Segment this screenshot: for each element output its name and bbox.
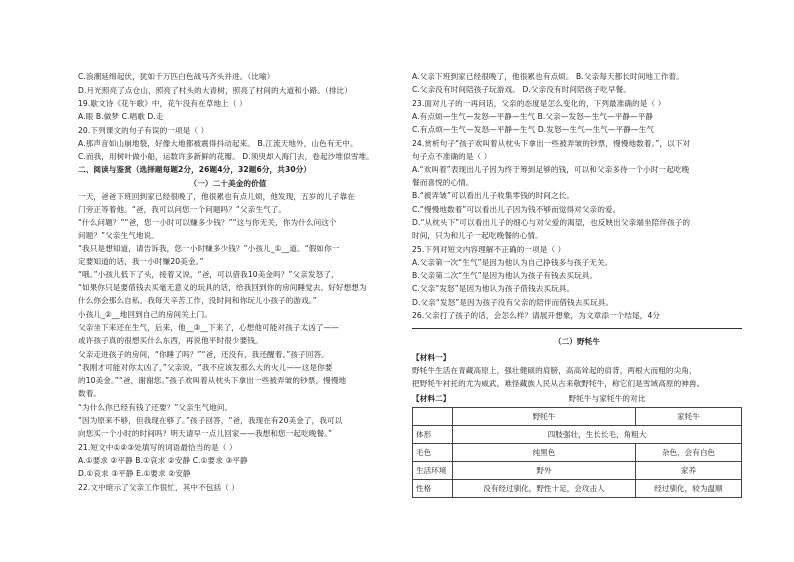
question-25: 25.下列对短文内容理解不正确的一项是（ ） [412,245,566,254]
passage-line: 的10美金。”“爸，谢谢您。”孩子欢叫着从枕头下拿出一些被弄皱的钞票，慢慢地 [78,376,347,385]
passage-line: 向您买一个小时的时间吗？明天请早一点儿回家——我想和您一起吃晚餐。” [78,429,333,438]
table-row [413,462,742,480]
table-row-label: 体形 [413,426,453,444]
passage-line: “如果你只是要借钱去买毫无意义的玩具的话，给我回到你的房间睡觉去。好好想想为 [78,283,367,292]
table-header-cell: 家牦牛 [635,408,741,426]
question-25-option-c: C.父亲“发怒”是因为他认为孩子借钱去买玩具。 [412,284,575,293]
table-header-cell [413,408,453,426]
material-one-label: 【材料一】 [412,353,451,362]
passage-line: 什么你会那么自私。我每天辛苦工作，没时间和你玩儿小孩子的游戏。” [78,296,317,305]
passage-line: “哦。”小孩儿低下了头，接着又说，“爸，可以借我10美金吗？”父亲发怒了， [78,270,339,279]
passage-line: 问题？”父亲生气地说。 [78,231,159,240]
question-23-options-ab: A.有点烦—生气—发怒—平静—生气 B.父亲—发怒—生气—平静—平静 [412,112,654,121]
passage-line: 小孩儿_②__地回到自己的房间关上门。 [78,310,213,319]
text-line: C.浪潮延绵起伏，犹如千万匹白色战马齐头并进。（比喻） [78,72,275,81]
table-cell: 家养 [635,462,741,480]
table-cell: 没有经过驯化，野性十足，会攻击人 [453,480,636,498]
material-two-label: 【材料二】 [412,394,451,403]
question-21-options: A.①要求 ②平静 B.①哀求 ②安静 C.①要求 ③平静 [78,456,248,465]
table-cell: 野外 [453,462,636,480]
material-one-line: 野牦牛生活在青藏高原上，强壮健硕的肩膀，高高耸起的肩背，两根大而粗的尖角， [412,366,697,375]
answer-line [412,328,742,329]
table-row [413,480,742,498]
question-23-options-cd: C.有点烦—生气—发怒—平静—生气 D.发怒—生气—生气—平静—生气 [412,125,655,134]
passage-line: 父亲走进孩子的房间，“你睡了吗？”“爸，还没有，我还醒着。”孩子回答。 [78,350,329,359]
question-21-options: D.①哀求 ③平静 E.①要求 ②安静 [78,469,191,478]
table-header-cell: 野牦牛 [453,408,636,426]
question-24-option-a: A.“欢叫着”表现出儿子因为终于筹到足够的钱，可以和父亲多待一个小时一起吃晚 [412,165,690,174]
table-cell: 四肢强壮，生长长毛，角粗大 [453,426,742,444]
question-22-options-ab: A.父亲下班到家已经很晚了，他很累也有点烦。 B.父亲每天都长时间地工作着。 [412,72,684,81]
question-20: 20.下列课文的句子有误的一项是（ ） [78,126,209,135]
passage-line: 定要知道的话，我一小时赚20美金。” [78,257,204,266]
question-23: 23.面对儿子的一再问话，父亲的态度是怎么变化的，下列最准确的是（ ） [412,99,666,108]
table-cell: 纯黑色 [453,444,636,462]
table-row [413,444,742,462]
passage-line: 父亲坐下来还在生气，后来，他__③__下来了，心想他可能对孩子太凶了—— [78,323,339,332]
question-26: 26.父亲打了孩子的话，会怎么样？请展开想象，为文章添一个结尾，4分 [412,311,661,320]
passage-line: 门旁正等着他。“爸，我可以问您一个问题吗？”父亲生气了。 [78,205,287,214]
question-20-options-cd: C.而我，用树叶做小船，运数许多新鲜的花瓣。 D.须臾却入海门去，卷起沙堆似雪堆。 [78,152,374,161]
comparison-table [412,407,742,498]
question-25-option-b: B.父亲第二次“生气”是因为他认为孩子有钱去买玩具。 [412,271,598,280]
question-24: 24.赏析句子“孩子欢叫着从枕头下拿出一些被弄皱的钞票，慢慢地数着。”，以下对 [412,139,691,148]
question-25-option-a: A.父亲第一次“生气”是因为他认为自己挣钱多与孩子无关。 [412,258,613,267]
question-24: 句子点不准确的是（ ） [412,152,492,161]
table-row-label: 性格 [413,480,453,498]
passage-line: “为什么你已经有钱了还要？”父亲生气地问。 [78,403,233,412]
table-row-label: 毛色 [413,444,453,462]
question-22-options-cd: C.父亲没有时间陪孩子玩游戏。 D.父亲没有时间陪孩子吃早餐。 [412,85,631,94]
passage-line: “我只是想知道，请告诉我，您一小时赚多少钱？”小孩儿_①__道。“假如你一 [78,244,340,253]
passage-line: “因为原来不够，但我现在够了。”孩子回答，“爸，我现在有20美金了，我可以 [78,416,343,425]
question-24-option-c: C.“慢慢地数着”可以看出儿子因为钱不够而觉得对父亲的爱。 [412,205,621,214]
passage-line: 一天，爸爸下班回到家已经很晚了，他很累也有点儿烦，他发现，五岁的儿子靠在 [78,192,355,201]
question-25-option-d: D.父亲“发怒”是因为孩子没有父亲的陪伴而借钱去买玩具。 [412,298,614,307]
question-22: 22.文中暗示了父亲工作很忙，其中不包括（ ） [78,483,240,492]
section-title: （二）野牦牛 [553,337,601,346]
passage-line: “什么问题？”“爸，您一小时可以赚多少钱？”“这与你无关，你为什么问这个 [78,218,337,227]
passage-title: （一）二十美金的价值 [189,179,267,188]
passage-line: 或许孩子真的很想买什么东西，再说他平时很少要钱。 [78,336,263,345]
passage-line: “我刚才可能对你太凶了，”父亲说，“我不应该发那么大的火儿——这是你要 [78,363,333,372]
text-line: D.月光照亮了点仓山，照亮了村头的大青树，照亮了村间的大道和小路。（排比） [78,86,352,95]
question-24-option-a: 餐而喜悦的心情。 [412,178,474,187]
table-row-label: 生活环境 [413,462,453,480]
question-21: 21.短文中①②③处填写的词语最恰当的是（ ） [78,443,237,452]
question-24-option-b: B.“被弄皱”可以看出儿子收集零钱的时间之长。 [412,191,575,200]
question-24-option-d: 时间，只为和儿子一起吃晚餐的心情。 [412,231,543,240]
question-24-option-d: D.“从枕头下”可以看出儿子的细心与对父爱的渴望，也反映出父亲端坐陪伴孩子的 [412,218,691,227]
question-19-options: A.眼 B.做梦 C.唱歌 D.走 [78,112,164,121]
material-one-line: 把野牦牛衬托的尤为威武，难怪藏族人民从古来敬野牦牛，称它们是雪域高原的神兽。 [412,379,705,388]
section-heading: 二、阅读与鉴赏（选择题每题2分，26题4分，32题6分，共30分） [78,165,312,174]
table-header-row [413,408,742,426]
question-20-options-ab: A.那声音如山崩地裂，好像大地都被震得抖动起来。 B.江流天地外，山色有无中。 [78,139,358,148]
passage-line: 数着。 [78,389,102,398]
table-cell: 经过驯化，较为温顺 [635,480,741,498]
question-19: 19.歇文诗《花午歌》中，花午没有在草地上（ ） [78,99,247,108]
table-row [413,426,742,444]
table-cell: 杂色，会有白色 [635,444,741,462]
table-caption: 野牦牛与家牦牛的对比 [568,394,646,403]
